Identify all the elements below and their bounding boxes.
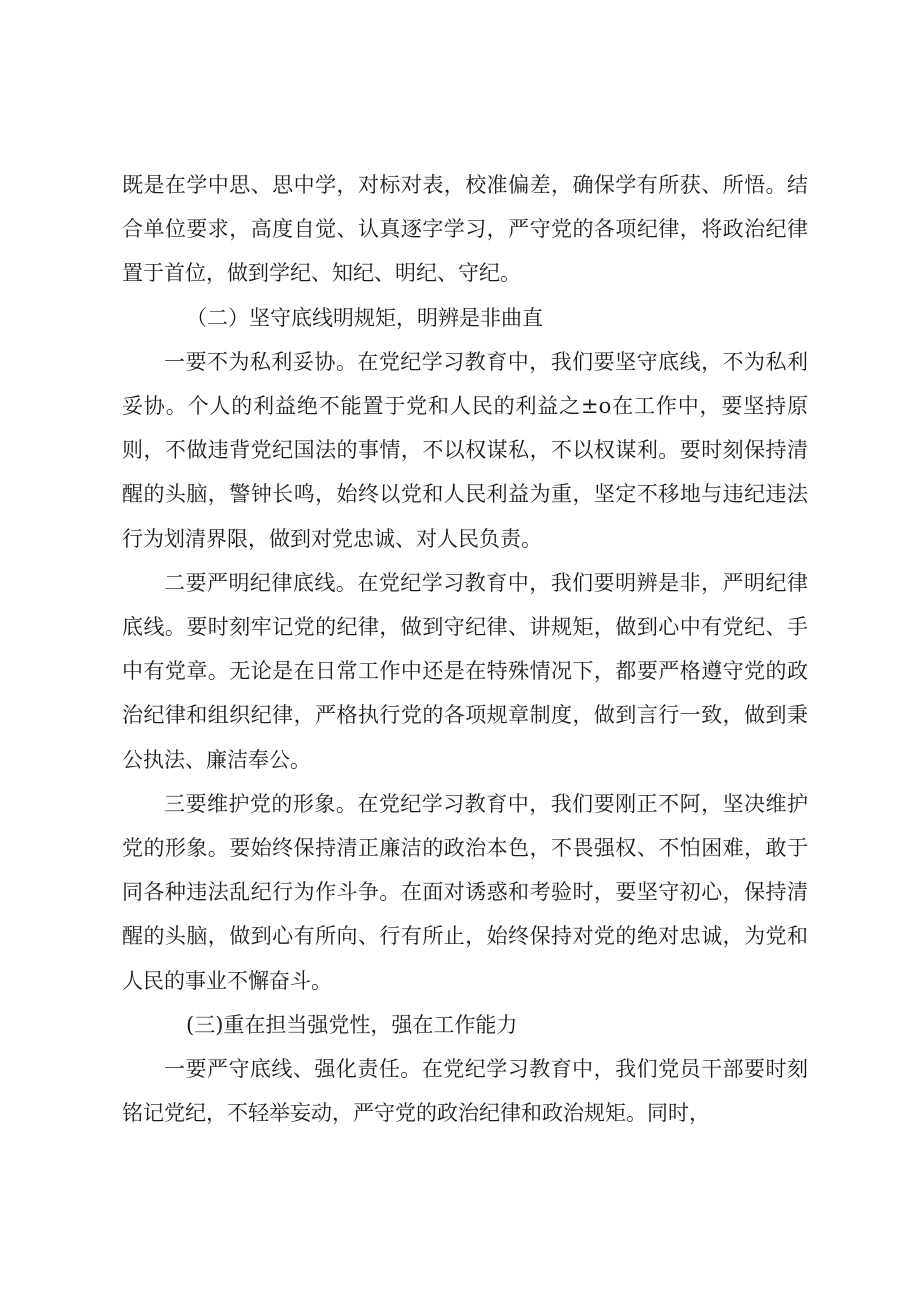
section-heading-3: (三)重在担当强党性，强在工作能力	[186, 1012, 518, 1037]
document-body	[122, 163, 808, 1135]
paragraph-continuation: 既是在学中思、思中学，对标对表，校准偏差，确保学有所获、所悟。结合单位要求，高度自觉、认真逐字学习，严守党的各项纪律，将政治纪律置于首位，做到学纪、知纪、明纪、守纪。	[122, 173, 808, 286]
paragraph-point-3: 三要维护党的形象。在党纪学习教育中，我们要刚正不阿，坚决维护党的形象。要始终保持清正廉洁的政治本色，不畏强权、不怕困难，敢于同各种违法乱纪行为作斗争。在面对诱惑和考验时，要坚守初心，保持清醒的头脑，做到心有所向、行有所止，始终保持对党的绝对忠诚，为党和人民的事业不懈奋斗。	[122, 791, 808, 993]
section-heading-2: （二）坚守底线明规矩，明辨是非曲直	[186, 305, 543, 330]
paragraph-point-2: 二要严明纪律底线。在党纪学习教育中，我们要明辨是非，严明纪律底线。要时刻牢记党的纪律，做到守纪律、讲规矩，做到心中有党纪、手中有党章。无论是在日常工作中还是在特殊情况下，都要严格遵守党的政治纪律和组织纪律，严格执行党的各项规章制度，做到言行一致，做到秉公执法、廉洁奉公。	[122, 570, 808, 772]
paragraph-point-1-section-3: 一要严守底线、强化责任。在党纪学习教育中，我们党员干部要时刻铭记党纪，不轻举妄动，严守党的政治纪律和政治规矩。同时，	[122, 1057, 808, 1126]
paragraph-point-1: 一要不为私利妥协。在党纪学习教育中，我们要坚守底线，不为私利妥协。个人的利益绝不能置于党和人民的利益之±o在工作中，要坚持原则，不做违背党纪国法的事情，不以权谋私，不以权谋利。要时刻保持清醒的头脑，警钟长鸣，始终以党和人民利益为重，坚定不移地与违纪违法行为划清界限，做到对党忠诚、对人民负责。	[122, 349, 808, 551]
